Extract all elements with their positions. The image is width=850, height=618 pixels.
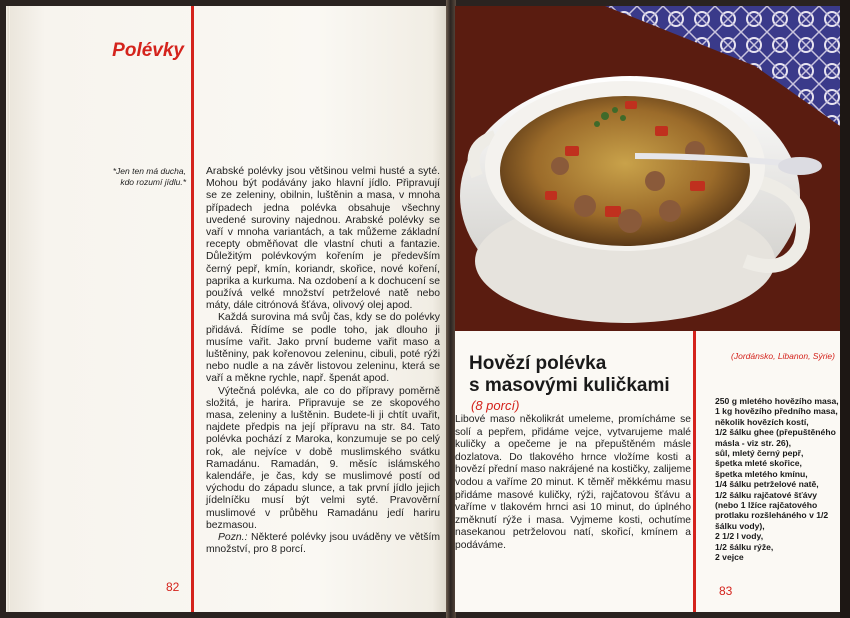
- recipe-title-line: Hovězí polévka: [469, 353, 607, 374]
- ingredient-item: 250 g mletého hovězího masa,: [715, 396, 839, 406]
- recipe-title-line: s masovými kuličkami: [469, 375, 670, 396]
- ingredient-item: špetka mleté skořice,: [715, 458, 802, 469]
- ingredient-item: 1 kg hovězího předního masa,: [715, 406, 838, 417]
- ingredient-item: 2 vejce: [715, 552, 744, 563]
- soup-bowl-photo: [455, 6, 840, 331]
- intro-paragraph: Arabské polévky jsou většinou velmi husté a syté. Mohou být podávány jako hlavní jídlo. Připravují se ze zeleniny, obilnin, luštěnin a masa, v mnoha případech jedna polévka obsahuje všechny uvedené suroviny najednou. Arabské polévky se vaří v mnoha variantách, a tak můžeme základní recepty obměňovat dle vlastní chuti a fantazie. Důležitým polévkovým kořením je především černý pepř, kmín, koriandr, skořice, nové koření, paprika a kurkuma. Na ozdobení a k dochucení se používá velké množství petrželové natě nebo máty, dále citrónová šťáva, olivový olej apod.: [206, 166, 440, 312]
- ingredient-item: sůl, mletý černý pepř,: [715, 448, 804, 459]
- soup-bowl-illustration: [455, 6, 840, 331]
- ingredient-item: 1/4 šálku petrželové natě,: [715, 479, 819, 490]
- recipe-instructions: Libové maso několikrát umeleme, promícháme se solí a pepřem, přidáme vejce, vytvarujeme malé kuličky a opečeme je na přepuštěném másle dozlatova. Do tlakového hrnce vložíme kosti a hovězí přední maso nakrájené na kostičky, zalijeme vodou a vaříme 20 minut. K těměř měkkému masu přidáme masové kuličky, rýži, rajčatovou šťávu a vaříme v tlakovém hrnci asi 10 minut, do úplného změknutí rýže i masa. Vyjmeme kosti, ochutíme nasekanou petrželovou natí, skořicí, kmínem a podáváme.: [455, 414, 691, 551]
- red-margin-rule: [191, 6, 194, 612]
- servings: (8 porcí): [471, 398, 520, 413]
- left-page: [10, 6, 450, 612]
- page-number-left: 82: [166, 580, 180, 594]
- intro-paragraph: Výtečná polévka, ale co do přípravy poměrně složitá, je harira. Připravuje se ze skopového masa, zeleniny a luštěnin. Budete-li ji chtít uvařit, najdete předpis na její přípravu na str. 84. Tato polévka pochází z Maroka, konzumuje se po celý rok, ale nejvíce v době muslimského svátku Ramadánu. Ramadán, 9. měsíc islámského kalendáře, je čas, kdy se muslimové postí od východu do západu slunce, a tak první jídlo jejich jídelníčku musí být velmi syté. Pravověrní muslimové v průběhu Ramadánu jedí hariru bezmasou.: [206, 385, 440, 531]
- intro-text: [206, 166, 440, 557]
- epigraph: *Jen ten má ducha, kdo rozumí jídlu.*: [112, 166, 186, 187]
- page-number-right: 83: [719, 584, 733, 598]
- note-label: Pozn.:: [218, 532, 248, 544]
- book-cover-edge: [840, 0, 850, 618]
- ingredient-item: 1/2 šálku rajčatové šťávy (nebo 1 lžíce rajčatového protlaku rozšleháného v 1/2 šálku vody),: [715, 489, 829, 531]
- intro-paragraph: Každá surovina má svůj čas, kdy se do polévky přidává. Řídíme se podle toho, jak dlouho ji musíme vařit. Jako první budeme vařit maso a luštěniny, pak kořenovou zeleninu, cibuli, poté rýži nebo nudle a na závěr listovou zeleninu, která se vaří a měkne rychle, např. špenát apod.: [206, 312, 440, 385]
- note-paragraph: [206, 532, 440, 556]
- ingredient-item: 1/2 šálku ghee (přepuštěného másla - viz str. 26),: [715, 427, 836, 448]
- ingredient-list: [715, 396, 840, 563]
- section-title: Polévky: [112, 40, 184, 61]
- recipe-title: [469, 353, 687, 397]
- recipe-region: (Jordánsko, Libanon, Sýrie): [731, 351, 835, 361]
- ingredient-item: 2 1/2 l vody,: [715, 531, 764, 542]
- ingredient-item: několik hovězích kostí,: [715, 416, 809, 427]
- ingredient-item: 1/2 šálku rýže,: [715, 541, 774, 552]
- note-text: Některé polévky jsou uváděny ve větším množství, pro 8 porcí.: [206, 532, 440, 556]
- right-page: [455, 6, 840, 612]
- red-margin-rule: [693, 331, 696, 612]
- ingredient-item: špetka mletého kmínu,: [715, 468, 808, 479]
